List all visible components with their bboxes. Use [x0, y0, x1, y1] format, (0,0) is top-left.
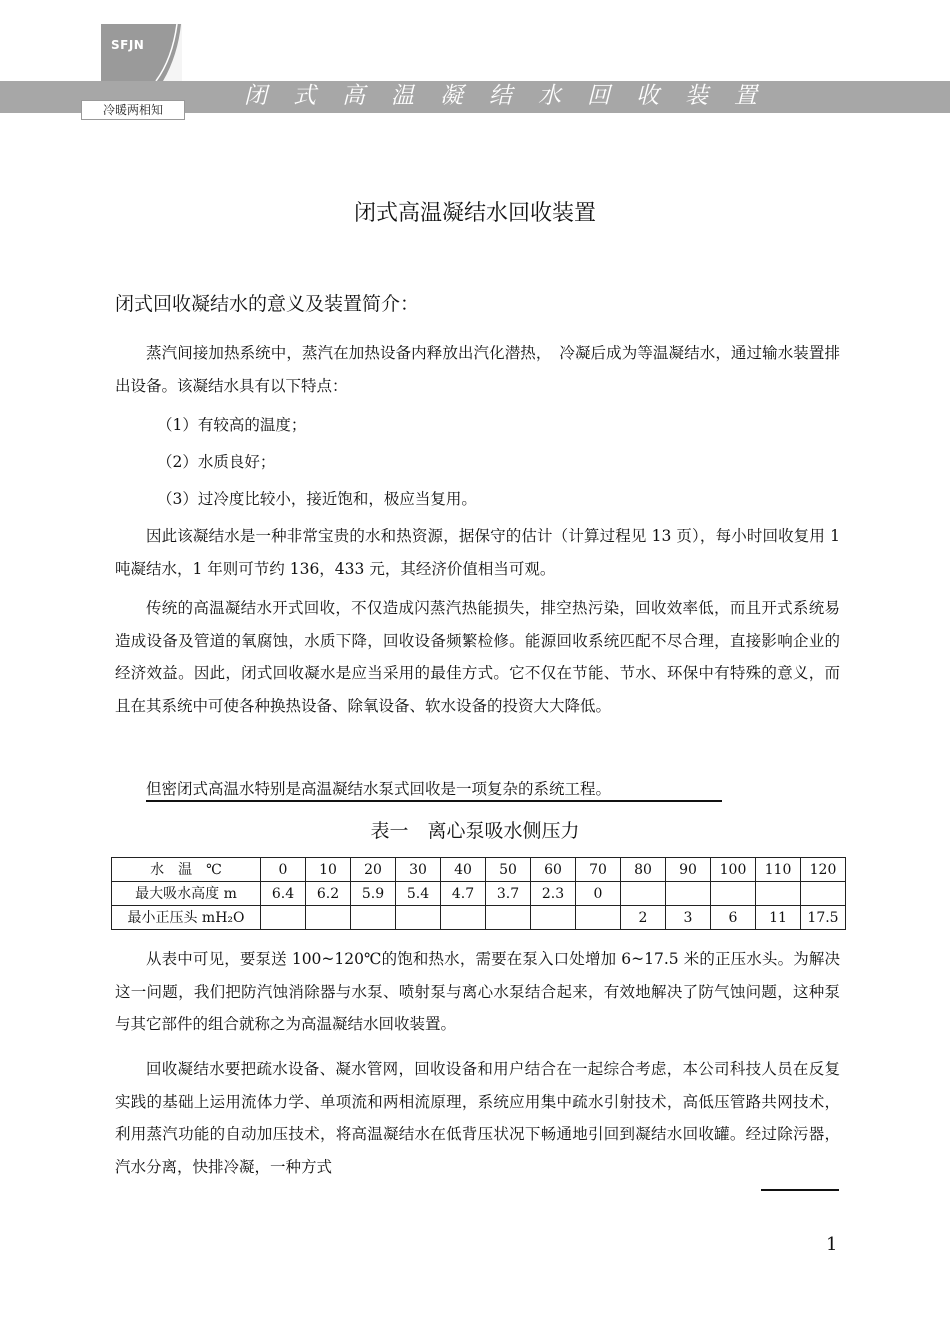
table-cell: 110 — [756, 858, 801, 882]
table-cell: 0 — [576, 882, 621, 906]
table-cell: 50 — [486, 858, 531, 882]
row-header-positive-head: 最小正压头 mH₂O — [112, 906, 261, 930]
paragraph-open-recovery: 传统的高温凝结水开式回收，不仅造成闪蒸汽热能损失，排空热污染，回收效率低，而且开式系统易造成设备及管道的氧腐蚀，水质下降，回收设备频繁检修。能源回收系统匹配不尽合理，直接影响企业的经济效益。因此，闭式回收凝水是应当采用的最佳方式。它不仅在节能、节水、环保中有特殊的意义，而且在其系统中可使各种换热设备、除氧设备、软水设备的投资大大降低。 — [115, 599, 840, 715]
table-cell: 6.4 — [261, 882, 306, 906]
table-cell: 5.9 — [351, 882, 396, 906]
table-cell: 2.3 — [531, 882, 576, 906]
table-cell: 120 — [801, 858, 846, 882]
table-cell: 90 — [666, 858, 711, 882]
table-cell: 60 — [531, 858, 576, 882]
table-row-suction-height — [112, 882, 846, 906]
table-cell: 5.4 — [396, 882, 441, 906]
header-band-title: 闭式高温凝结水回收装置 — [244, 83, 783, 109]
list-item-3: （3）过冷度比较小，接近饱和，极应当复用。 — [157, 490, 477, 508]
table-cell — [486, 906, 531, 930]
paragraph-underlined: 但密闭式高温水特别是高温凝结水泵式回收是一项复杂的系统工程。 — [146, 780, 612, 798]
paragraph-table-analysis: 从表中可见，要泵送 100~120℃的饱和热水，需要在泵入口处增加 6~17.5 米的正压水头。为解决这一问题，我们把防汽蚀消除器与水泵、喷射泵与离心水泵结合起来，有效地解决了防气蚀问题，这种泵与其它部件的组合就称之为高温凝结水回收装置。 — [115, 950, 840, 1033]
table-cell: 100 — [711, 858, 756, 882]
table-cell: 17.5 — [801, 906, 846, 930]
table-cell — [531, 906, 576, 930]
table-cell: 20 — [351, 858, 396, 882]
table-cell: 4.7 — [441, 882, 486, 906]
row-header-suction-height: 最大吸水高度 m — [112, 882, 261, 906]
list-item-1: （1）有较高的温度； — [157, 416, 307, 434]
paragraph-intro: 蒸汽间接加热系统中，蒸汽在加热设备内释放出汽化潜热， 冷凝后成为等温凝结水，通过输水装置排出设备。该凝结水具有以下特点： — [115, 344, 840, 395]
table-cell — [396, 906, 441, 930]
table-cell — [351, 906, 396, 930]
logo-swoosh-icon — [101, 24, 182, 81]
table-cell — [441, 906, 486, 930]
table-cell: 80 — [621, 858, 666, 882]
table-cell: 11 — [756, 906, 801, 930]
table-cell — [576, 906, 621, 930]
table-cell: 40 — [441, 858, 486, 882]
pump-pressure-table — [111, 857, 846, 930]
company-logo — [101, 24, 182, 81]
table-cell — [261, 906, 306, 930]
paragraph-value: 因此该凝结水是一种非常宝贵的水和热资源，据保守的估计（计算过程见 13 页），每小时回收复用 1 吨凝结水，1 年则可节约 136，433 元，其经济价值相当可观。 — [115, 527, 840, 578]
table-cell: 10 — [306, 858, 351, 882]
table-cell: 70 — [576, 858, 621, 882]
logo-text: SFJN — [111, 38, 145, 52]
table-cell: 3.7 — [486, 882, 531, 906]
table-cell — [711, 882, 756, 906]
underline-rule — [146, 800, 722, 802]
table-cell: 6.2 — [306, 882, 351, 906]
document-title: 闭式高温凝结水回收装置 — [353, 201, 596, 226]
underline-rule-short — [761, 1189, 839, 1191]
section-heading: 闭式回收凝结水的意义及装置简介： — [115, 293, 420, 315]
table-cell: 2 — [621, 906, 666, 930]
table-cell — [666, 882, 711, 906]
table-cell — [621, 882, 666, 906]
table-cell — [306, 906, 351, 930]
table-cell: 30 — [396, 858, 441, 882]
table-cell — [756, 882, 801, 906]
table-cell: 3 — [666, 906, 711, 930]
table-cell: 0 — [261, 858, 306, 882]
table-caption: 表一 离心泵吸水侧压力 — [370, 820, 580, 842]
slogan: 冷暖两相知 — [81, 100, 185, 120]
table-row-temperature — [112, 858, 846, 882]
table-cell: 6 — [711, 906, 756, 930]
table-row-positive-head — [112, 906, 846, 930]
table-cell — [801, 882, 846, 906]
row-header-temperature: 水 温 ℃ — [112, 858, 261, 882]
page-number: 1 — [826, 1234, 838, 1255]
paragraph-recovery-system: 回收凝结水要把疏水设备、凝水管网，回收设备和用户结合在一起综合考虑，本公司科技人员在反复实践的基础上运用流体力学、单项流和两相流原理，系统应用集中疏水引射技术，高低压管路共网技术，利用蒸汽功能的自动加压技术，将高温凝结水在低背压状况下畅通地引回到凝结水回收罐。经过除污器，汽水分离，快排冷凝，一种方式 — [115, 1060, 840, 1176]
list-item-2: （2）水质良好； — [157, 453, 276, 471]
